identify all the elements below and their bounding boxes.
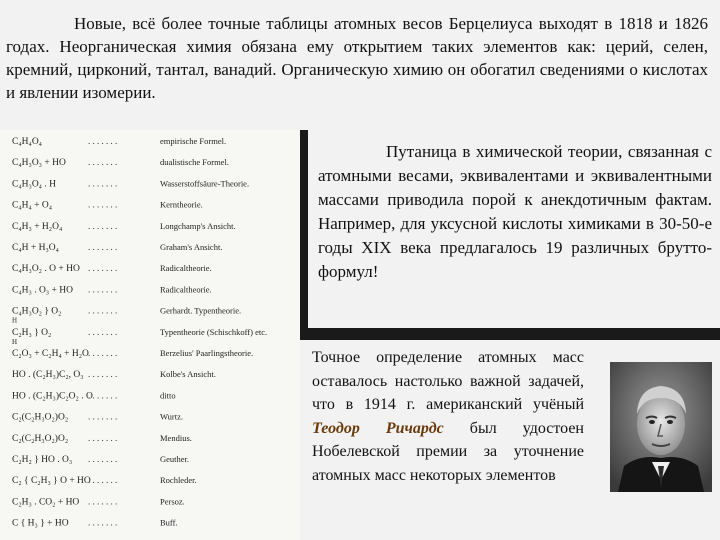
formula-label: Kolbe's Ansicht. — [160, 369, 216, 380]
confusion-paragraph: Путаница в химической теории, связанная с атомными весами, эквивалентами и эквивалентными массами приводила порой к анекдотичным фактам. Например, для уксусной кислоты химиками в 30-50-е годы XIX века предлагалось 19 различных брутто-формул! — [318, 142, 712, 281]
formula-text: C₂H₃ } O₂ — [12, 327, 52, 338]
leader-dots: . . . . . . . — [88, 369, 118, 380]
formula-text: C₂(C₂H₃O₂)O₂ — [12, 412, 69, 423]
leader-dots: . . . . . . . — [88, 199, 118, 210]
formula-text: C₄H₃ . O₃ + HO — [12, 285, 73, 296]
formula-text: C { H₃ } + HO — [12, 518, 69, 529]
formula-text: C₄H₃O₃ + HO — [12, 158, 66, 169]
formula-label: Gerhardt. Typentheorie. — [160, 305, 242, 316]
formula-text: H — [12, 316, 18, 325]
formula-label: Kerntheorie. — [160, 199, 203, 210]
formula-label: empirische Formel. — [160, 136, 227, 146]
formula-table-figure — [0, 130, 300, 540]
formula-text: C₄H₃ + H₂O₄ — [12, 221, 63, 232]
richards-portrait — [610, 362, 712, 492]
formula-text: HO . (C₂H₃)C₂O₂ . O — [12, 391, 93, 402]
formula-label: dualistische Formel. — [160, 157, 229, 168]
formula-label: Rochleder. — [160, 475, 197, 486]
formula-text: C₄H₃O₂ . O + HO — [12, 264, 80, 275]
richards-text-after: был удостоен Нобелевской премии за уточнение атомных масс некоторых элементов — [312, 419, 584, 484]
richards-name: Теодор Ричардс — [312, 419, 444, 437]
formula-label: Mendius. — [160, 432, 192, 443]
formula-text: C₂H₃ . CO₂ + HO — [12, 497, 80, 508]
richards-text-before: Точное определение атомных масс оставалось настолько важной задачей, что в 1914 г. американский учёный — [312, 349, 584, 413]
formula-label: Berzelius' Paarlingstheorie. — [160, 348, 254, 358]
leader-dots: . . . . . . . — [88, 305, 118, 316]
formula-label: ditto — [160, 390, 176, 401]
formula-text: C₄H₄O₄ — [12, 137, 42, 147]
formula-label: Wasserstoffsäure-Theorie. — [160, 178, 250, 189]
leader-dots: . . . . . . . — [88, 517, 118, 528]
leader-dots: . . . . . . . — [88, 136, 118, 146]
formula-table-image — [0, 130, 300, 540]
formula-text: C₄H₄ + O₄ — [12, 200, 53, 211]
intro-paragraph: Новые, всё более точные таблицы атомных весов Берцелиуса выходят в 1818 и 1826 годах. Неорганическая химия обязана ему открытием таких элементов как: церий, селен, кремний, цирконий, тантал, ванадий. Органическую химию он обогатил сведениями о кислотах и явлении изомерии. — [6, 14, 708, 102]
leader-dots: . . . . . . . — [88, 157, 118, 168]
portrait-image — [610, 362, 712, 492]
formula-text: C₂ { C₂H₃ } O + HO — [12, 476, 91, 487]
leader-dots: . . . . . . . — [88, 242, 118, 252]
leader-dots: . . . . . . . — [88, 475, 118, 486]
confusion-panel — [308, 130, 720, 328]
leader-dots: . . . . . . . — [88, 454, 118, 464]
leader-dots: . . . . . . . — [88, 496, 118, 507]
leader-dots: . . . . . . . — [88, 390, 118, 401]
formula-label: Radicaltheorie. — [160, 284, 212, 295]
leader-dots: . . . . . . . — [88, 220, 118, 231]
leader-dots: . . . . . . . — [88, 178, 118, 189]
formula-text: C₄H + H₃O₄ — [12, 243, 59, 253]
leader-dots: . . . . . . . — [88, 411, 118, 422]
leader-dots: . . . . . . . — [88, 432, 118, 443]
leader-dots: . . . . . . . — [88, 284, 118, 295]
intro-panel — [0, 0, 720, 130]
formula-label: Wurtz. — [160, 411, 184, 422]
formula-text: C₂O₃ + C₂H₄ + H₂O — [12, 349, 89, 359]
richards-paragraph — [312, 346, 584, 487]
formula-label: Longchamp's Ansicht. — [160, 220, 236, 231]
leader-dots: . . . . . . . — [88, 263, 118, 274]
leader-dots: . . . . . . . — [88, 348, 118, 358]
formula-text: C₂H₂ } HO . O₃ — [12, 455, 73, 465]
formula-label: Buff. — [160, 517, 178, 528]
formula-label: Radicaltheorie. — [160, 263, 212, 274]
formula-label: Geuther. — [160, 454, 190, 464]
formula-text: C₄H₃O₂ } O₂ — [12, 306, 62, 317]
formula-label: Persoz. — [160, 496, 185, 507]
leader-dots: . . . . . . . — [88, 326, 118, 337]
formula-label: Typentheorie (Schischkoff) etc. — [160, 326, 268, 337]
richards-panel — [300, 340, 720, 540]
formula-text: H — [12, 337, 18, 346]
formula-label: Graham's Ansicht. — [160, 242, 223, 252]
formula-text: HO . (C₂H₃)C₂, O₃ — [12, 370, 84, 381]
formula-text: C₂(C₂H₃O₂)O₂ — [12, 433, 69, 444]
formula-text: C₄H₃O₄ . H — [12, 179, 56, 190]
